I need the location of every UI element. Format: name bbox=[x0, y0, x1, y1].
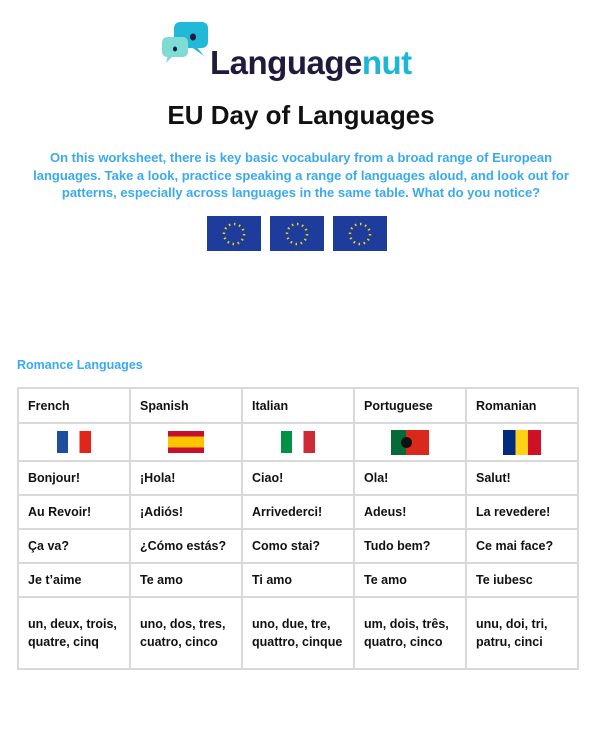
header-cell: Spanish bbox=[130, 388, 242, 423]
table-cell: un, deux, trois, quatre, cinq bbox=[18, 597, 130, 669]
table-cell: Te amo bbox=[354, 563, 466, 597]
table-cell: ¡Adiós! bbox=[130, 495, 242, 529]
section-title: Romance Languages bbox=[17, 358, 143, 372]
table-header-row bbox=[18, 388, 578, 423]
header-cell: Italian bbox=[242, 388, 354, 423]
table-cell: Au Revoir! bbox=[18, 495, 130, 529]
logo-text: Languagenut bbox=[210, 44, 412, 81]
table-cell: Bonjour! bbox=[18, 461, 130, 495]
table-cell: uno, due, tre, quattro, cinque bbox=[242, 597, 354, 669]
table-cell: ¿Cómo estás? bbox=[130, 529, 242, 563]
table-cell: Ça va? bbox=[18, 529, 130, 563]
table-cell: unu, doi, tri, patru, cinci bbox=[466, 597, 578, 669]
flag-row bbox=[18, 423, 578, 461]
page-title: EU Day of Languages bbox=[167, 100, 435, 130]
italy-flag-icon bbox=[281, 431, 315, 453]
spain-flag-icon bbox=[168, 431, 204, 453]
table-cell: Te amo bbox=[130, 563, 242, 597]
table-cell: ¡Hola! bbox=[130, 461, 242, 495]
portugal-flag-icon bbox=[391, 430, 429, 455]
table-row bbox=[18, 563, 578, 597]
table-row bbox=[18, 461, 578, 495]
table-cell: Como stai? bbox=[242, 529, 354, 563]
eu-flags bbox=[207, 216, 387, 251]
table-row bbox=[18, 597, 578, 669]
table-row bbox=[18, 529, 578, 563]
table-cell: Adeus! bbox=[354, 495, 466, 529]
france-flag-icon bbox=[57, 431, 91, 453]
table-cell: Ciao! bbox=[242, 461, 354, 495]
header-cell: Romanian bbox=[466, 388, 578, 423]
eu-flag-icon bbox=[207, 216, 261, 251]
speech-bubbles-icon bbox=[160, 20, 210, 65]
intro-text: On this worksheet, there is key basic vocabulary from a broad range of European languages. Take a look, practice speaking a range of languages aloud, and look out for patterns, especially across languages in the same table. What do you notice? bbox=[33, 150, 569, 200]
table-row bbox=[18, 495, 578, 529]
table-cell: Te iubesc bbox=[466, 563, 578, 597]
vocabulary-table bbox=[17, 387, 579, 670]
table-cell: Ce mai face? bbox=[466, 529, 578, 563]
table-cell: La revedere! bbox=[466, 495, 578, 529]
table-cell: Ti amo bbox=[242, 563, 354, 597]
table-cell: um, dois, três, quatro, cinco bbox=[354, 597, 466, 669]
table-cell: Ola! bbox=[354, 461, 466, 495]
header-cell: Portuguese bbox=[354, 388, 466, 423]
table-cell: Je t’aime bbox=[18, 563, 130, 597]
romania-flag-icon bbox=[503, 430, 541, 455]
table-cell: uno, dos, tres, cuatro, cinco bbox=[130, 597, 242, 669]
table-cell: Salut! bbox=[466, 461, 578, 495]
eu-flag-icon bbox=[270, 216, 324, 251]
table-cell: Arrivederci! bbox=[242, 495, 354, 529]
languagenut-logo bbox=[160, 20, 440, 82]
table-cell: Tudo bem? bbox=[354, 529, 466, 563]
header-cell: French bbox=[18, 388, 130, 423]
eu-flag-icon bbox=[333, 216, 387, 251]
